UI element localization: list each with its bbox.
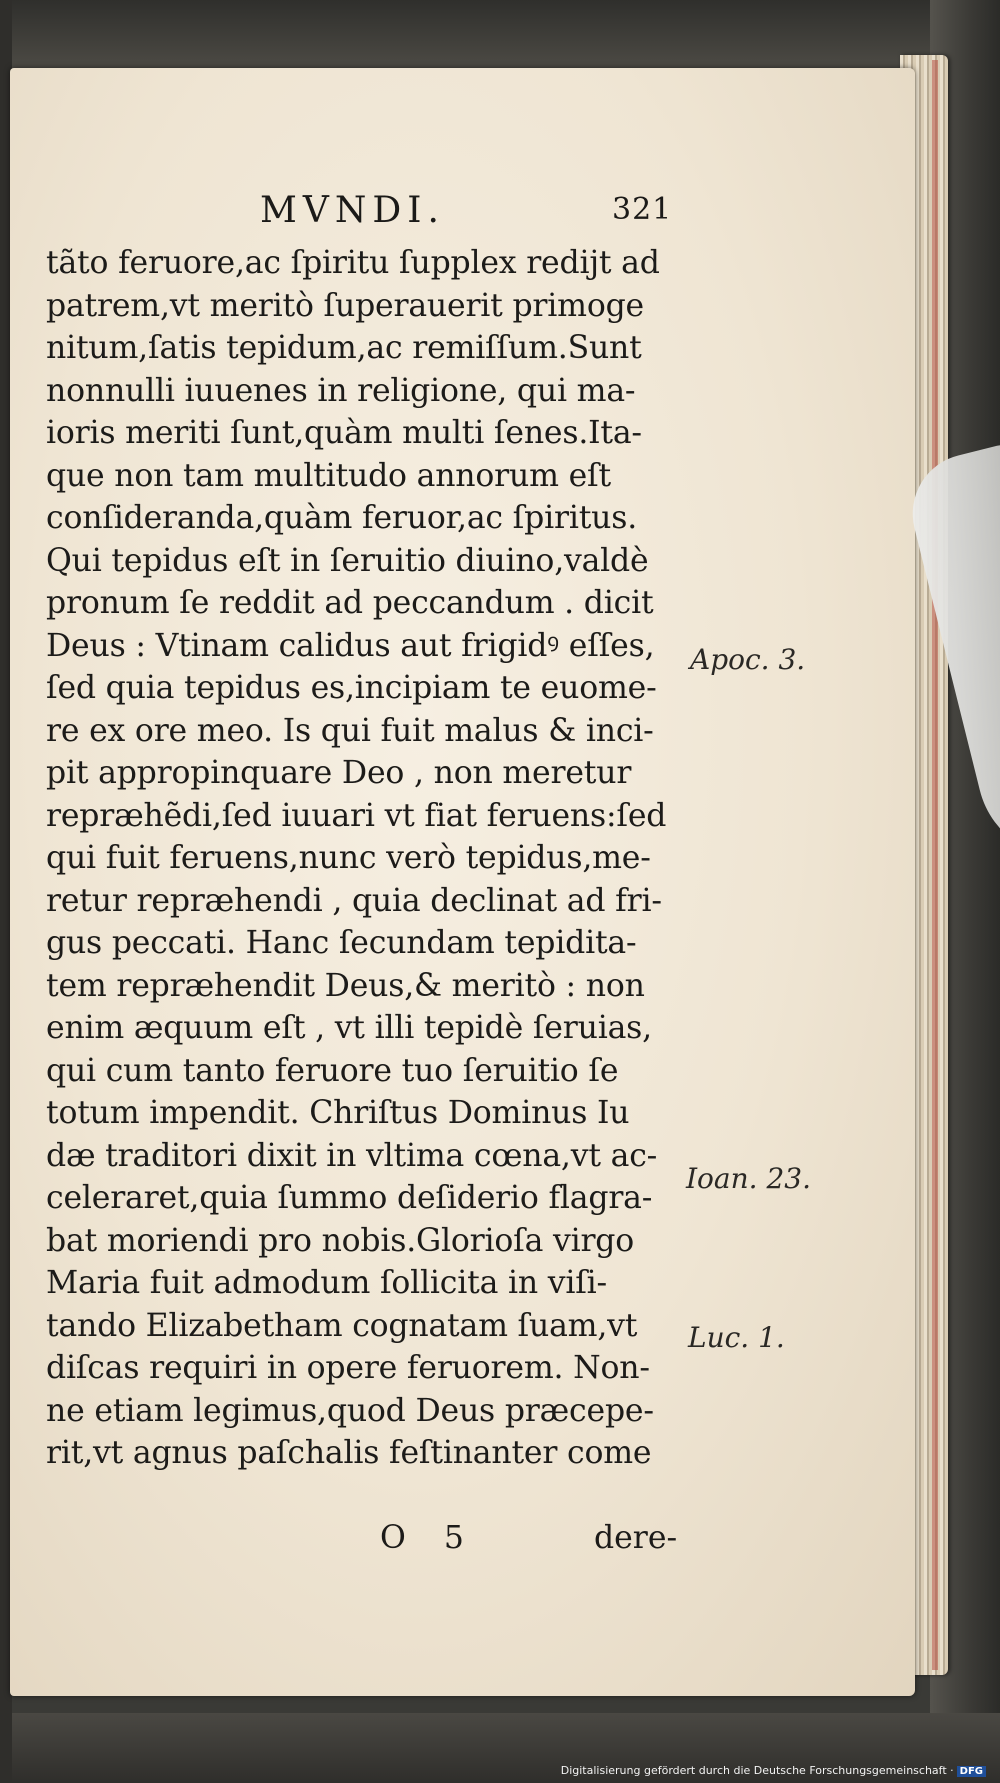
digitization-credit bbox=[561, 1764, 986, 1777]
body-text bbox=[46, 242, 686, 1475]
running-header bbox=[260, 190, 680, 240]
text-line: gus peccati. Hanc ſecundam tepidita- bbox=[46, 925, 637, 961]
text-line: repræhẽdi,ſed iuuari vt fiat feruens:ſed bbox=[46, 797, 667, 834]
text-line: diſcas requiri in opere feruorem. Non- bbox=[46, 1350, 650, 1386]
text-line: conſideranda,quàm feruor,ac ſpiritus. bbox=[46, 500, 638, 536]
text-line: Deus : Vtinam calidus aut frigidꝰ eſſes, bbox=[46, 627, 655, 664]
text-line: nonnulli iuuenes in religione, qui ma- bbox=[46, 372, 636, 409]
text-line: pit appropinquare Deo , non meretur bbox=[46, 755, 632, 791]
page-footer bbox=[46, 1520, 686, 1566]
text-line: ſed quia tepidus es,incipiam te euome- bbox=[46, 670, 657, 706]
text-line: Qui tepidus eſt in ſeruitio diuino,valdè bbox=[46, 542, 649, 579]
text-line: tem repræhendit Deus,& meritò : non bbox=[46, 967, 645, 1004]
text-line: que non tam multitudo annorum eſt bbox=[46, 457, 611, 494]
text-line: Maria fuit admodum ſollicita in viſi- bbox=[46, 1265, 607, 1301]
page-number: 321 bbox=[612, 192, 673, 227]
signature-mark: O 5 bbox=[380, 1520, 478, 1556]
dfg-logo: DFG bbox=[957, 1766, 986, 1777]
text-line: tãto feruore,ac ſpiritu ſupplex redijt ad bbox=[46, 245, 660, 281]
text-line: bat moriendi pro nobis.Glorioſa virgo bbox=[46, 1222, 635, 1259]
header-title: MVNDI. bbox=[260, 190, 445, 231]
text-line: nitum,ſatis tepidum,ac remiſſum.Sunt bbox=[46, 330, 642, 366]
text-line: qui fuit feruens,nunc verò tepidus,me- bbox=[46, 840, 651, 876]
text-line: retur repræhendi , quia declinat ad fri- bbox=[46, 882, 662, 919]
text-line: totum impendit. Chriſtus Dominus Iu bbox=[46, 1095, 630, 1131]
text-line: qui cum tanto feruore tuo ſeruitio ſe bbox=[46, 1052, 619, 1089]
text-line: ioris meriti ſunt,quàm multi ſenes.Ita- bbox=[46, 415, 642, 451]
catchword: dere- bbox=[594, 1520, 678, 1556]
credit-text: Digitalisierung gefördert durch die Deutsche Forschungsgemeinschaft · bbox=[560, 1764, 954, 1777]
margin-note-ioan: Ioan. 23. bbox=[686, 1162, 811, 1195]
text-line: patrem,vt meritò ſuperauerit primoge bbox=[46, 287, 644, 324]
background-top bbox=[0, 0, 1000, 70]
text-line: ne etiam legimus,quod Deus præcepe- bbox=[46, 1392, 654, 1429]
page-edge-red-stain bbox=[932, 60, 938, 1670]
text-line: re ex ore meo. Is qui fuit malus & inci- bbox=[46, 712, 654, 749]
text-line: enim æquum eſt , vt illi tepidè ſeruias, bbox=[46, 1010, 652, 1046]
text-line: tando Elizabetham cognatam ſuam,vt bbox=[46, 1307, 638, 1344]
text-line: rit,vt agnus paſchalis feſtinanter come bbox=[46, 1435, 652, 1471]
text-line: celeraret,quia ſummo deſiderio flagra- bbox=[46, 1180, 653, 1216]
margin-note-luc: Luc. 1. bbox=[688, 1321, 785, 1354]
text-line: pronum ſe reddit ad peccandum . dicit bbox=[46, 585, 654, 621]
margin-note-apoc: Apoc. 3. bbox=[690, 643, 806, 676]
text-line: dæ traditori dixit in vltima cœna,vt ac- bbox=[46, 1137, 658, 1174]
